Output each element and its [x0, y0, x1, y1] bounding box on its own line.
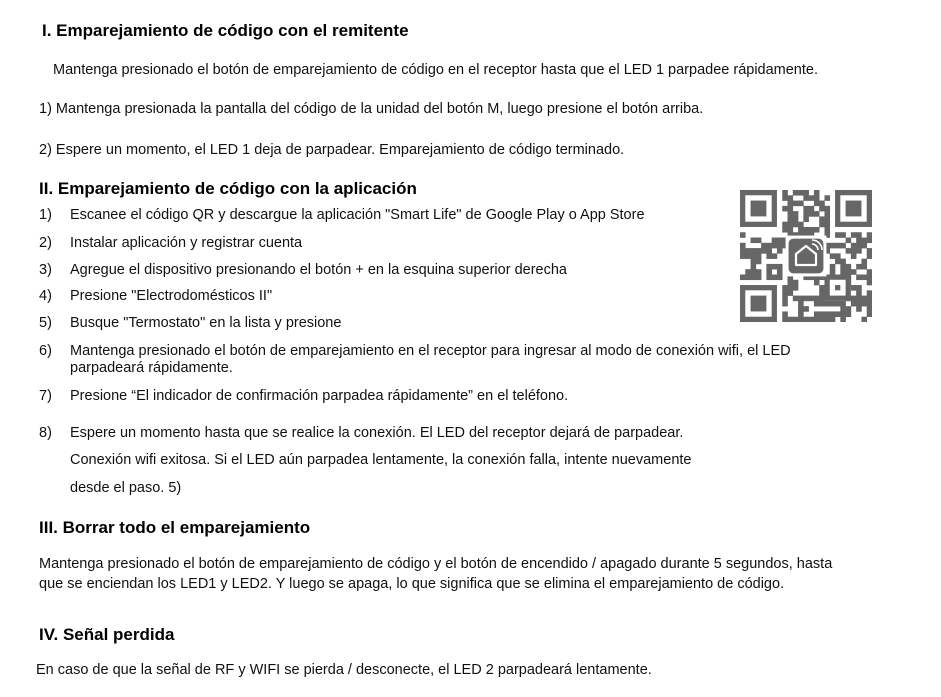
- qr-module: [766, 243, 772, 249]
- qr-module: [798, 296, 804, 302]
- qr-module: [840, 232, 846, 238]
- qr-module: [819, 216, 825, 222]
- qr-module: [824, 227, 830, 233]
- section-3-line-1: Mantenga presionado el botón de emparejamiento de código y el botón de encendido / apagado durante 5 segundos, hasta: [39, 556, 833, 572]
- qr-module: [835, 232, 841, 238]
- qr-module: [788, 285, 794, 291]
- qr-module: [840, 264, 846, 270]
- qr-module: [788, 216, 794, 222]
- qr-module: [856, 301, 862, 307]
- qr-module: [782, 301, 788, 307]
- qr-module: [830, 253, 836, 259]
- qr-module: [861, 264, 867, 270]
- qr-module: [814, 211, 820, 217]
- qr-module: [824, 195, 830, 201]
- qr-module: [851, 301, 857, 307]
- step-text: Busque "Termostato" en la lista y presione: [70, 315, 342, 331]
- qr-module: [819, 206, 825, 212]
- qr-module: [867, 253, 872, 259]
- qr-module: [782, 317, 788, 322]
- step-text-continued: parpadeará rápidamente.: [70, 360, 233, 376]
- qr-module: [830, 264, 836, 270]
- qr-module: [788, 195, 794, 201]
- qr-module: [819, 296, 825, 302]
- section-1-intro: Mantenga presionado el botón de emparejamiento de código en el receptor hasta que el LED 1 parpadee rápidamente.: [53, 62, 818, 78]
- section-1-step-1: 1) Mantenga presionada la pantalla del código de la unidad del botón M, luego presione el botón arriba.: [39, 101, 704, 117]
- qr-module: [788, 201, 794, 207]
- qr-module: [782, 311, 788, 317]
- qr-module: [840, 306, 846, 312]
- qr-module: [830, 301, 836, 307]
- section-3-line-2: que se enciendan los LED1 y LED2. Y luego se apaga, lo que significa que se elimina el emparejamiento de código.: [39, 576, 785, 592]
- qr-module: [772, 253, 778, 259]
- qr-module: [803, 211, 809, 217]
- qr-module: [840, 269, 846, 275]
- step-number: 6): [39, 343, 52, 359]
- qr-module: [809, 296, 815, 302]
- qr-module: [788, 317, 794, 322]
- step-text: Espere un momento hasta que se realice la conexión. El LED del receptor dejará de parpadear.: [70, 425, 684, 441]
- section-4-title: IV. Señal perdida: [39, 625, 175, 644]
- qr-module: [851, 296, 857, 302]
- qr-module: [851, 269, 857, 275]
- qr-module: [793, 222, 799, 228]
- qr-module: [846, 311, 852, 317]
- qr-module: [756, 248, 762, 254]
- qr-module: [782, 206, 788, 212]
- qr-finder-inner: [751, 296, 767, 312]
- qr-module: [851, 232, 857, 238]
- qr-module: [782, 227, 788, 233]
- qr-module: [835, 253, 841, 259]
- qr-module: [856, 296, 862, 302]
- qr-module: [777, 248, 783, 254]
- qr-code-graphic: [740, 190, 872, 322]
- qr-module: [814, 190, 820, 196]
- qr-module: [819, 290, 825, 296]
- qr-module: [814, 317, 820, 322]
- qr-module: [840, 259, 846, 265]
- section-3-title: III. Borrar todo el emparejamiento: [39, 518, 311, 537]
- qr-module: [867, 311, 872, 317]
- qr-module: [846, 238, 852, 244]
- qr-alignment-inner: [835, 285, 840, 290]
- step-number: 3): [39, 262, 52, 278]
- qr-module: [809, 317, 815, 322]
- qr-module: [777, 243, 783, 249]
- qr-module: [756, 269, 762, 275]
- qr-module: [824, 216, 830, 222]
- qr-module: [835, 259, 841, 265]
- qr-module: [830, 243, 836, 249]
- qr-module: [745, 248, 751, 254]
- qr-module: [814, 227, 820, 233]
- qr-module: [856, 274, 862, 280]
- qr-module: [766, 269, 772, 275]
- qr-module: [867, 238, 872, 244]
- qr-module: [819, 317, 825, 322]
- qr-module: [867, 296, 872, 302]
- qr-module: [867, 280, 872, 286]
- qr-module: [840, 317, 846, 322]
- qr-module: [793, 296, 799, 302]
- step-text: Presione “El indicador de confirmación parpadea rápidamente” en el teléfono.: [70, 388, 569, 404]
- qr-module: [819, 201, 825, 207]
- section-4-text: En caso de que la señal de RF y WIFI se pierda / desconecte, el LED 2 parpadeará lentamente.: [36, 662, 652, 678]
- qr-module: [867, 301, 872, 307]
- qr-module: [846, 248, 852, 254]
- qr-module: [856, 290, 862, 296]
- qr-module: [798, 301, 804, 307]
- qr-module: [867, 269, 872, 275]
- section-1-step-2: 2) Espere un momento, el LED 1 deja de parpadear. Emparejamiento de código terminado.: [39, 142, 625, 158]
- qr-module: [867, 290, 872, 296]
- qr-module: [830, 311, 836, 317]
- qr-module: [840, 311, 846, 317]
- step-number: 5): [39, 315, 52, 331]
- qr-module: [824, 206, 830, 212]
- qr-module: [856, 248, 862, 254]
- qr-module: [824, 222, 830, 228]
- step-text: Escanee el código QR y descargue la aplicación "Smart Life" de Google Play o App Store: [70, 207, 645, 223]
- qr-module: [740, 232, 746, 238]
- qr-module: [803, 206, 809, 212]
- qr-module: [846, 264, 852, 270]
- qr-module: [830, 269, 836, 275]
- qr-finder-inner: [751, 201, 767, 217]
- qr-module: [867, 232, 872, 238]
- qr-module: [809, 206, 815, 212]
- qr-module: [798, 227, 804, 233]
- qr-module: [745, 253, 751, 259]
- qr-module: [798, 201, 804, 207]
- qr-module: [772, 264, 778, 270]
- qr-module: [803, 296, 809, 302]
- qr-module: [861, 243, 867, 249]
- qr-module: [819, 301, 825, 307]
- qr-module: [756, 238, 762, 244]
- smart-life-home-icon: [789, 239, 824, 274]
- qr-module: [846, 306, 852, 312]
- qr-module: [798, 222, 804, 228]
- step-number: 8): [39, 425, 52, 441]
- step-number: 1): [39, 207, 52, 223]
- qr-module: [751, 248, 757, 254]
- qr-module: [740, 253, 746, 259]
- qr-module: [751, 259, 757, 265]
- qr-module: [861, 259, 867, 265]
- qr-module: [740, 274, 746, 280]
- qr-module: [756, 274, 762, 280]
- qr-module: [788, 227, 794, 233]
- qr-module: [756, 259, 762, 265]
- qr-module: [803, 227, 809, 233]
- qr-module: [766, 248, 772, 254]
- qr-module: [803, 317, 809, 322]
- qr-module: [761, 248, 767, 254]
- qr-module: [814, 301, 820, 307]
- qr-module: [861, 238, 867, 244]
- qr-module: [840, 243, 846, 249]
- qr-module: [772, 274, 778, 280]
- step-text: Presione "Electrodomésticos II": [70, 288, 273, 304]
- qr-module: [851, 253, 857, 259]
- qr-module: [861, 301, 867, 307]
- qr-module: [788, 222, 794, 228]
- qr-module: [761, 243, 767, 249]
- qr-module: [803, 216, 809, 222]
- qr-module: [861, 296, 867, 302]
- step-text-continued: Conexión wifi exitosa. Si el LED aún parpadea lentamente, la conexión falla, intente nuevamente: [70, 452, 692, 468]
- qr-module: [856, 306, 862, 312]
- qr-module: [782, 222, 788, 228]
- qr-module: [793, 285, 799, 291]
- qr-module: [861, 317, 867, 322]
- qr-module: [756, 253, 762, 259]
- qr-module: [798, 306, 804, 312]
- qr-module: [798, 317, 804, 322]
- qr-module: [751, 264, 757, 270]
- qr-module: [793, 280, 799, 286]
- qr-module: [793, 201, 799, 207]
- qr-module: [819, 311, 825, 317]
- qr-module: [867, 248, 872, 254]
- qr-module: [793, 190, 799, 196]
- qr-module: [793, 211, 799, 217]
- qr-module: [788, 290, 794, 296]
- section-2-title: II. Emparejamiento de código con la aplicación: [39, 179, 417, 198]
- qr-module: [751, 274, 757, 280]
- step-number: 4): [39, 288, 52, 304]
- qr-module: [803, 190, 809, 196]
- qr-module: [814, 311, 820, 317]
- qr-module: [788, 211, 794, 217]
- qr-module: [824, 317, 830, 322]
- qr-module: [824, 311, 830, 317]
- step-number: 2): [39, 235, 52, 251]
- qr-module: [814, 280, 820, 286]
- qr-module: [772, 243, 778, 249]
- qr-module: [777, 274, 783, 280]
- qr-module: [766, 274, 772, 280]
- qr-module: [777, 269, 783, 275]
- qr-module: [867, 274, 872, 280]
- qr-module: [851, 243, 857, 249]
- qr-module: [835, 243, 841, 249]
- qr-module: [766, 264, 772, 270]
- qr-module: [856, 238, 862, 244]
- qr-module: [824, 211, 830, 217]
- qr-module: [814, 195, 820, 201]
- qr-module: [745, 269, 751, 275]
- qr-module: [740, 248, 746, 254]
- qr-module: [751, 238, 757, 244]
- qr-module: [782, 285, 788, 291]
- qr-module: [819, 285, 825, 291]
- qr-module: [782, 290, 788, 296]
- qr-module: [766, 253, 772, 259]
- qr-module: [835, 301, 841, 307]
- step-text: Agregue el dispositivo presionando el botón + en la esquina superior derecha: [70, 262, 567, 278]
- step-text: Mantenga presionado el botón de emparejamiento en el receptor para ingresar al modo de conexión wifi, el LED: [70, 343, 791, 359]
- qr-module: [772, 238, 778, 244]
- qr-module: [819, 222, 825, 228]
- qr-finder-inner: [846, 201, 862, 217]
- qr-module: [840, 301, 846, 307]
- qr-module: [867, 306, 872, 312]
- qr-module: [809, 211, 815, 217]
- qr-module: [856, 285, 862, 291]
- qr-module: [856, 232, 862, 238]
- qr-module: [835, 311, 841, 317]
- qr-module: [782, 195, 788, 201]
- qr-module: [830, 317, 836, 322]
- qr-module: [846, 269, 852, 275]
- qr-module: [782, 190, 788, 196]
- qr-module: [856, 264, 862, 270]
- qr-module: [809, 227, 815, 233]
- qr-module: [814, 296, 820, 302]
- section-1-title: I. Emparejamiento de código con el remitente: [42, 21, 409, 40]
- qr-module: [803, 306, 809, 312]
- step-number: 7): [39, 388, 52, 404]
- qr-module: [777, 238, 783, 244]
- qr-module: [798, 190, 804, 196]
- qr-module: [803, 195, 809, 201]
- qr-module: [745, 274, 751, 280]
- qr-module: [793, 216, 799, 222]
- step-text: Instalar aplicación y registrar cuenta: [70, 235, 303, 251]
- qr-module: [788, 206, 794, 212]
- qr-module: [861, 274, 867, 280]
- qr-module: [814, 201, 820, 207]
- qr-module: [740, 243, 746, 249]
- qr-module: [777, 264, 783, 270]
- step-text-continued: desde el paso. 5): [70, 480, 182, 496]
- qr-module: [851, 285, 857, 291]
- qr-module: [751, 269, 757, 275]
- qr-module: [851, 248, 857, 254]
- qr-module: [824, 301, 830, 307]
- qr-module: [782, 296, 788, 302]
- qr-module: [788, 280, 794, 286]
- qr-module: [856, 243, 862, 249]
- qr-module: [751, 253, 757, 259]
- qr-code: [740, 190, 872, 322]
- qr-module: [798, 311, 804, 317]
- qr-module: [793, 317, 799, 322]
- qr-module: [809, 195, 815, 201]
